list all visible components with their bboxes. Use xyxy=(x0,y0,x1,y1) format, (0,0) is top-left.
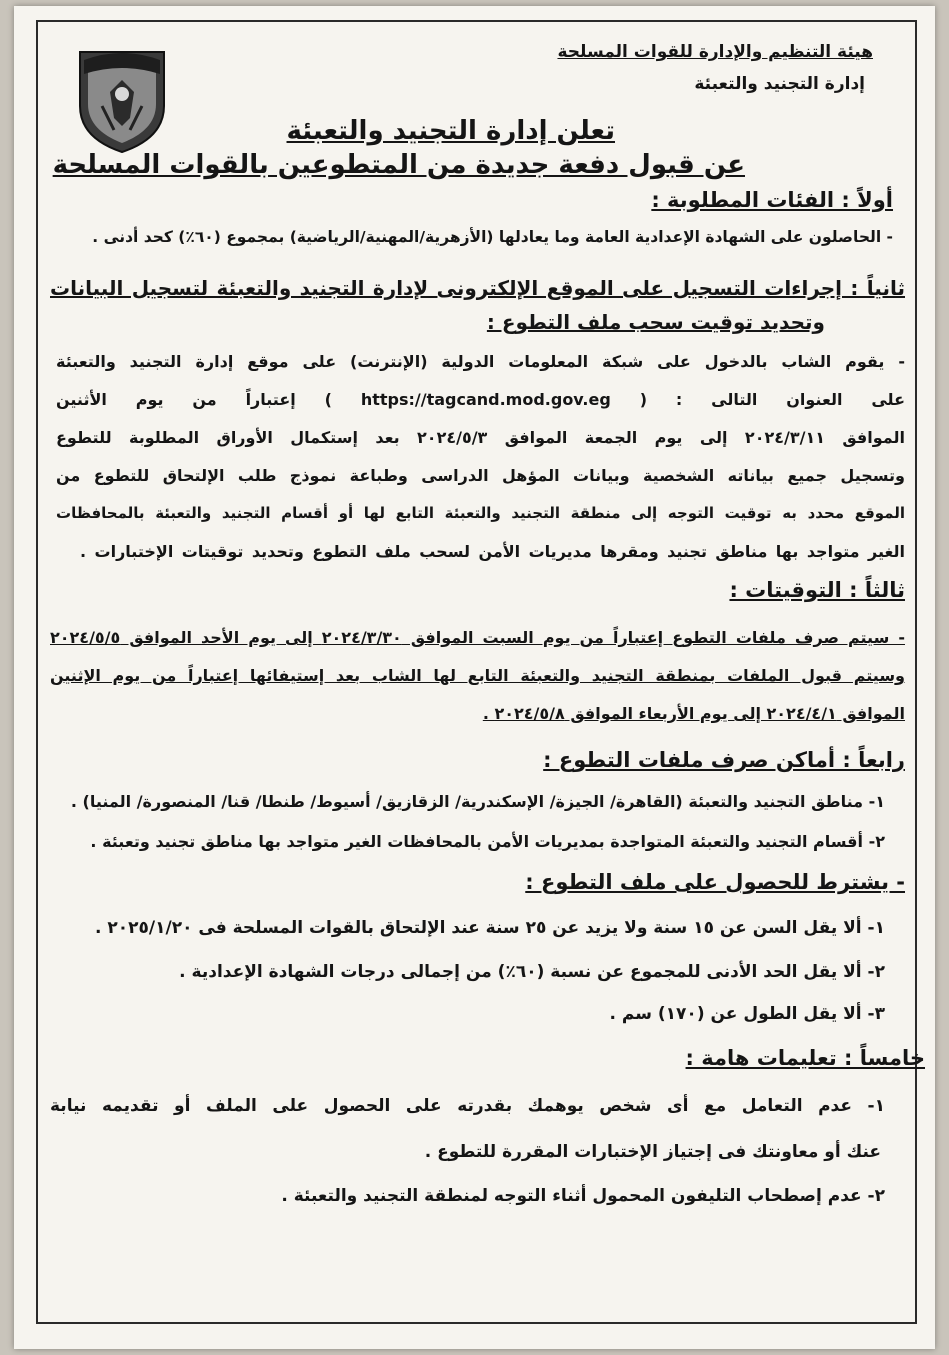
section2-line1: - يقوم الشاب بالدخول على شبكة المعلومات الدولية (الإنترنت) على موقع إدارة التجنيد والتعبئة xyxy=(56,352,905,371)
section2-heading-line2: وتحديد توقيت سحب ملف التطوع : xyxy=(486,310,825,334)
section2-line5: الموقع محدد به توقيت التوجه إلى منطقة التجنيد والتعبئة التابع لها أو أقسام التجنيد والتعبئة بالمحافظات xyxy=(56,504,905,522)
section5-line2: ٢- ألا يقل الحد الأدنى للمجموع عن نسبة (٦٠٪) من إجمالى درجات الشهادة الإعدادية . xyxy=(179,962,885,982)
section2-line4: وتسجيل جميع بياناته الشخصية وبيانات المؤهل الدراسى وطباعة نموذج طلب الإلتحاق للتطوع من xyxy=(56,466,905,485)
section1-line1: - الحاصلون على الشهادة الإعدادية العامة وما يعادلها (الأزهرية/المهنية/الرياضية) بمجموع (٦٠٪) كحد أدنى . xyxy=(92,228,893,246)
armed-forces-emblem-icon xyxy=(74,46,170,156)
section3-heading: ثالثاً : التوقيتات : xyxy=(729,578,905,602)
section4-line2: ٢- أقسام التجنيد والتعبئة المتواجدة بمديريات الأمن بالمحافظات الغير متواجد بها مناطق تجنيد وتعبئة . xyxy=(90,832,885,851)
section4-heading: رابعاً : أماكن صرف ملفات التطوع : xyxy=(543,748,905,772)
section3-line1: - سيتم صرف ملفات التطوع إعتباراً من يوم السبت الموافق ٢٠٢٤/٣/٣٠ إلى يوم الأحد الموافق ٢٠٢٤/٥/٥ xyxy=(50,628,905,647)
section1-heading: أولاً : الفئات المطلوبة : xyxy=(651,188,893,212)
section6-line1: ١- عدم التعامل مع أى شخص يوهمك بقدرته على الحصول على الملف أو تقديمه نيابة xyxy=(50,1096,885,1116)
org-name-line2: إدارة التجنيد والتعبئة xyxy=(694,74,865,94)
section6-heading: خامساً : تعليمات هامة : xyxy=(685,1046,925,1070)
section3-line2: وسيتم قبول الملفات بمنطقة التجنيد والتعبئة التابع لها الشاب بعد إستيفائها إعتباراً من يوم الإثنين xyxy=(50,666,905,685)
section5-line1: ١- ألا يقل السن عن ١٥ سنة ولا يزيد عن ٢٥ سنة عند الإلتحاق بالقوات المسلحة فى ٢٠٢٥/١/٢٠ . xyxy=(95,918,885,938)
section3-line3: الموافق ٢٠٢٤/٤/١ إلى يوم الأربعاء الموافق ٢٠٢٤/٥/٨ . xyxy=(482,704,905,723)
section2-line2 xyxy=(56,390,905,409)
title-line2: عن قبول دفعة جديدة من المتطوعين بالقوات المسلحة xyxy=(52,150,745,180)
section4-line1: ١- مناطق التجنيد والتعبئة (القاهرة/ الجيزة/ الإسكندرية/ الزقازيق/ أسيوط/ طنطا/ قنا/ المنصورة/ المنيا) . xyxy=(70,792,885,811)
section2-heading-line1: ثانياً : إجراءات التسجيل على الموقع الإلكترونى لإدارة التجنيد والتعبئة لتسجيل البيانات xyxy=(50,276,905,300)
section5-line3: ٣- ألا يقل الطول عن (١٧٠) سم . xyxy=(609,1004,885,1024)
section5-heading: - يشترط للحصول على ملف التطوع : xyxy=(525,870,905,894)
section2-line3: الموافق ٢٠٢٤/٣/١١ إلى يوم الجمعة الموافق ٢٠٢٤/٥/٣ بعد إستكمال الأوراق المطلوبة للتطوع xyxy=(56,428,906,447)
document-page xyxy=(14,6,935,1349)
title-line1: تعلن إدارة التجنيد والتعبئة xyxy=(286,116,615,146)
url-line-text: على العنوان التالى : ( https://tagcand.mod.gov.eg ) إعتباراً من يوم الأثنين xyxy=(56,390,905,409)
section2-line6: الغير متواجد بها مناطق تجنيد ومقرها مديريات الأمن لسحب ملف التطوع وتحديد توقيتات الإختبارات . xyxy=(80,542,905,561)
org-name-line1: هيئة التنظيم والإدارة للقوات المسلحة xyxy=(557,42,873,62)
section6-line3: ٢- عدم إصطحاب التليفون المحمول أثناء التوجه لمنطقة التجنيد والتعبئة . xyxy=(281,1186,885,1206)
section6-line2: عنك أو معاونتك فى إجتياز الإختبارات المقررة للتطوع . xyxy=(424,1142,881,1162)
